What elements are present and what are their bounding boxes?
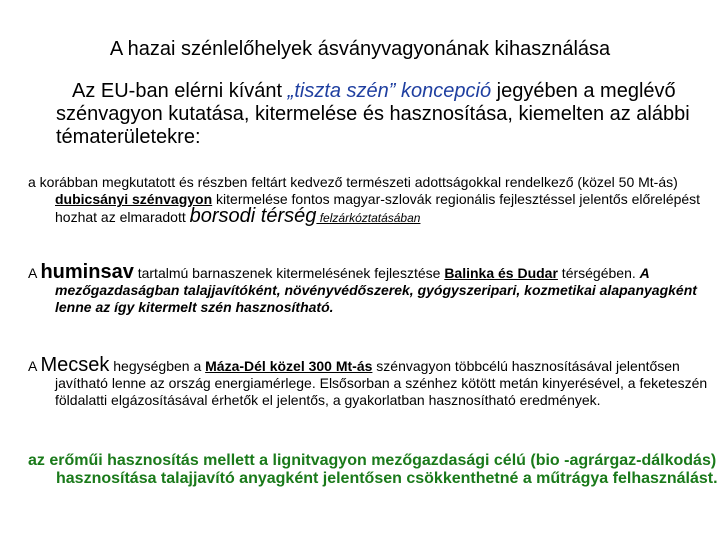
paragraph-mecsek	[28, 354, 720, 409]
paragraph-lignit: az erőműi hasznosítás mellett a lignitvagyon mezőgazdasági célú (bio -agrárgaz-dálkodás) hasznosítása talajjavító anyagként jelentősen csökkenthetné a műtrágya felhasználást.	[28, 452, 718, 487]
p2-text-c: tartalmú barnaszenek kitermelésének fejlesztése	[133, 265, 445, 281]
paragraph-huminsav	[28, 261, 720, 316]
p2-text-f: A mezőgazdaságban talajjavítóként, növényvédőszerek, gyógyszeripari, kozmetikai alapanyagként lenne az így kitermelt szén hasznosítható.	[55, 265, 697, 315]
p2-text-e: térségében.	[557, 265, 640, 281]
intro-italic: „tiszta szén” koncepció	[287, 80, 492, 102]
p1-text-c: kitermelése fontos magyar-szlovák regionális fejlesztéssel jelentős előrelépést hozhat az elmaradott	[55, 191, 701, 225]
p2-text-a: A	[28, 265, 41, 281]
p3-maza: Máza-Dél közel 300 Mt-ás	[205, 358, 373, 374]
p1-dubicsany: dubicsányi szénvagyon	[55, 191, 213, 207]
p3-mecsek: Mecsek	[40, 354, 110, 376]
p2-huminsav: huminsav	[40, 261, 134, 283]
p3-text-c: hegységben a	[109, 358, 206, 374]
p1-borsod: borsodi térség	[189, 205, 317, 227]
intro-pre: Az EU-ban elérni kívánt	[72, 80, 288, 102]
p1-text-a: a korábban megkutatott és részben feltárt kedvező természeti adottságokkal rendelkező (közel 50 Mt-ás)	[28, 174, 678, 190]
p1-text-e: felzárkóztatásában	[316, 211, 421, 225]
p3-text-a: A	[28, 358, 41, 374]
intro-paragraph	[56, 80, 696, 149]
paragraph-dubicsany	[28, 174, 720, 227]
slide-title: A hazai szénlelőhelyek ásványvagyonának kihasználása	[109, 38, 611, 60]
p2-balinka: Balinka és Dudar	[444, 265, 558, 281]
p3-text-e: szénvagyon többcélú hasznosításával jelentősen javítható lenne az ország energiamérlege. Elsősorban a szénhez kötött metán kinyerésével, a feketeszén földalatti elgázosításával érhetők el jelentős, a gyakorlatban hasznosítható eredmények.	[55, 358, 708, 408]
intro-post: jegyében a meglévő szénvagyon kutatása, kitermelése és hasznosítása, kiemelten az alábbi tématerületekre:	[56, 80, 690, 148]
